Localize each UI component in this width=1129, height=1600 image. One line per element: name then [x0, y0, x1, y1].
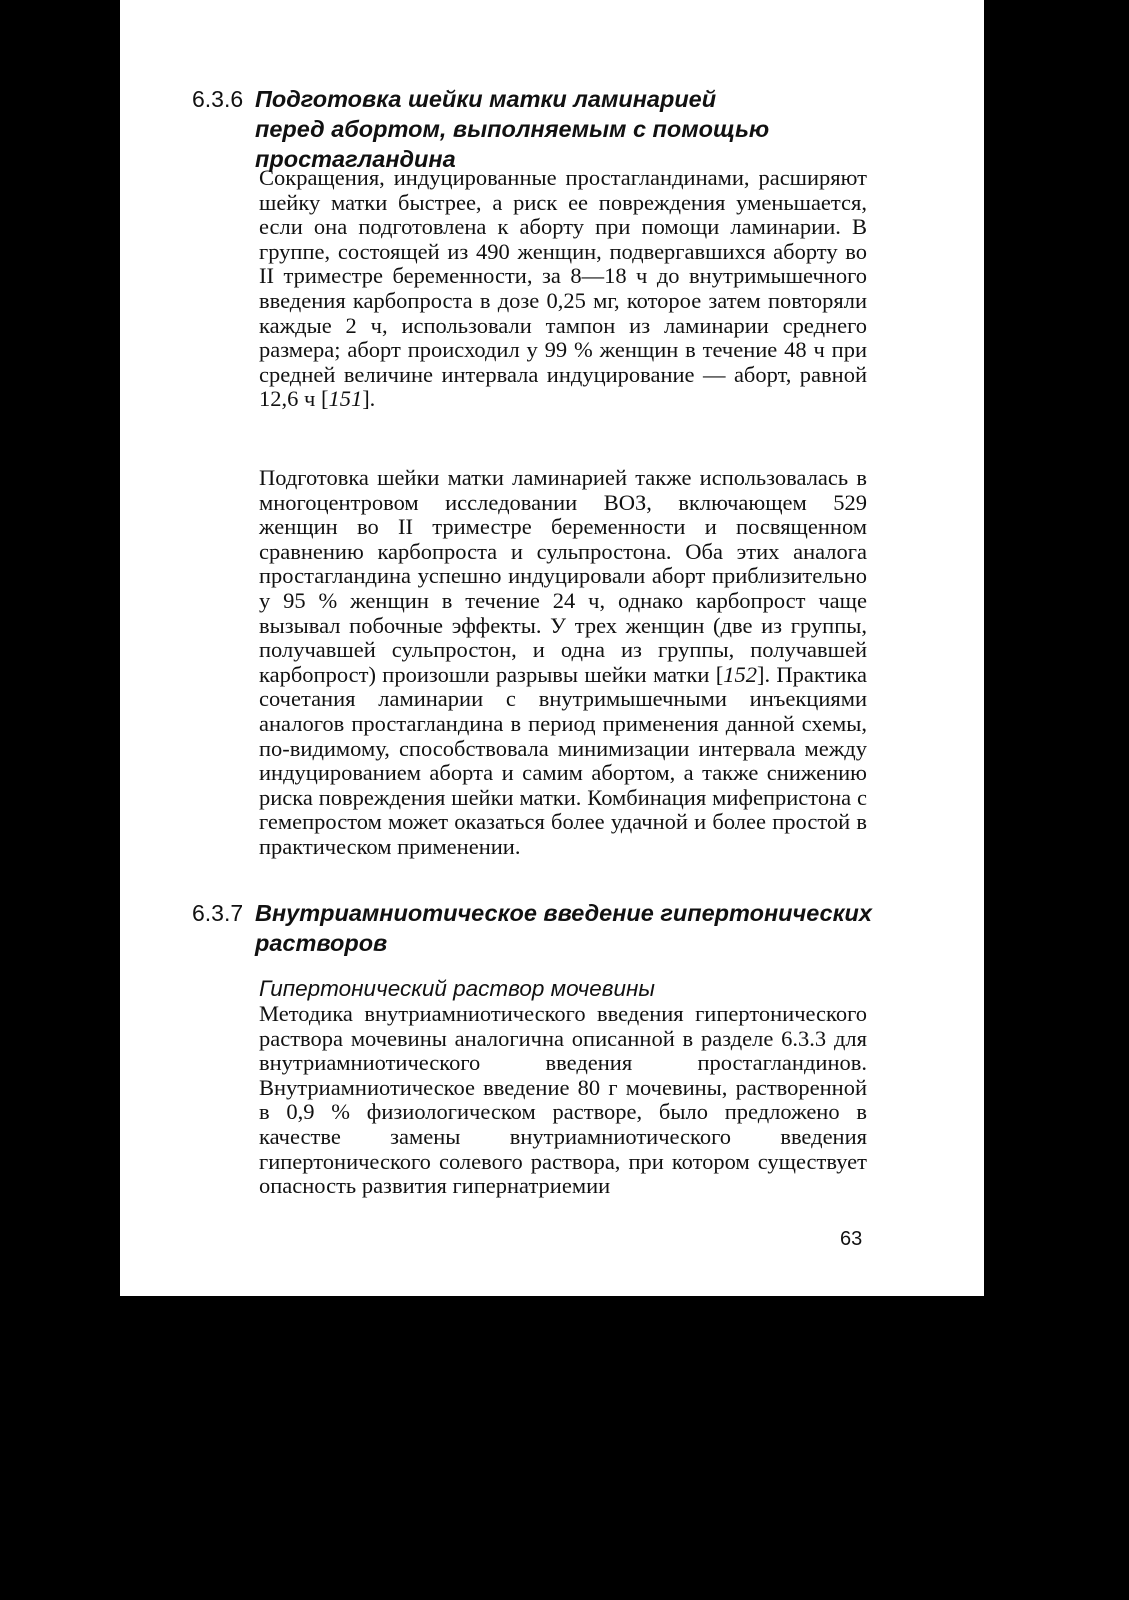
book-page: [120, 0, 984, 1296]
body-paragraph: [259, 166, 867, 412]
paragraph-text: Сокращения, индуцированные простагландинами, расширяют шейку матки быстрее, а риск ее повреждения уменьшается, если она подготовлена к аборту при помощи ламинарии. В группе, состоящей из 490 женщин, подвергавшихся аборту во II триместре беременности, за 8—18 ч до внутримышечного введения карбопроста в дозе 0,25 мг, которое затем повторяли каждые 2 ч, использовали тампон из ламинарии среднего размера; аборт происходил у 99 % женщин в течение 48 ч при средней величине интервала индуцирование — аборт, равной 12,6 ч [: [259, 165, 867, 412]
body-paragraph: [259, 466, 867, 860]
paragraph-text: Подготовка шейки матки ламинарией также использовалась в многоцентровом исследовании ВОЗ, включающем 529 женщин во II триместре беременности и посвященном сравнению карбопроста и сульпростона. Оба этих аналога простагландина успешно индуцировали аборт приблизительно у 95 % женщин в течение 24 ч, однако карбопрост чаще вызывал побочные эффекты. У трех женщин (две из группы, получавшей сульпростон, и одна из группы, получавшей карбопрост) произошли разрывы шейки матки [: [259, 465, 867, 687]
citation-ref: 151: [328, 386, 363, 412]
body-paragraph: Методика внутриамниотического введения гипертонического раствора мочевины аналогична описанной в разделе 6.3.3 для внутриамниотического введения простагландинов. Внутриамниотическое введение 80 г мочевины, растворенной в 0,9 % физиологическом растворе, было предложено в качестве замены внутриамниотического введения гипертонического солевого раствора, при котором существует опасность развития гипернатриемии: [259, 1001, 867, 1199]
section-title-line: Внутриамниотическое введение гипертонических: [255, 900, 872, 926]
section-number: 6.3.7: [192, 900, 244, 926]
subheading: Гипертонический раствор мочевины: [259, 976, 655, 1001]
page-number: 63: [840, 1228, 863, 1250]
section-number: 6.3.6: [192, 86, 244, 112]
section-title-line: простагландина: [255, 146, 456, 172]
paragraph-text: ]. Практика сочетания ламинарии с внутримышечными инъекциями аналогов простагландина в период применения данной схемы, по-видимому, способствовала минимизации интервала между индуцированием аборта и самим абортом, а также снижению риска повреждения шейки матки. Комбинация мифепристона с гемепростом может оказаться более удачной и более простой в практическом применении.: [259, 661, 867, 859]
section-title-line: перед абортом, выполняемым с помощью: [255, 116, 770, 142]
section-title-line: растворов: [255, 930, 388, 956]
section-title-line: Подготовка шейки матки ламинарией: [255, 86, 717, 112]
section-title: [255, 84, 875, 174]
section-title: [255, 898, 875, 958]
paragraph-text: ].: [362, 386, 376, 412]
citation-ref: 152: [723, 661, 757, 687]
